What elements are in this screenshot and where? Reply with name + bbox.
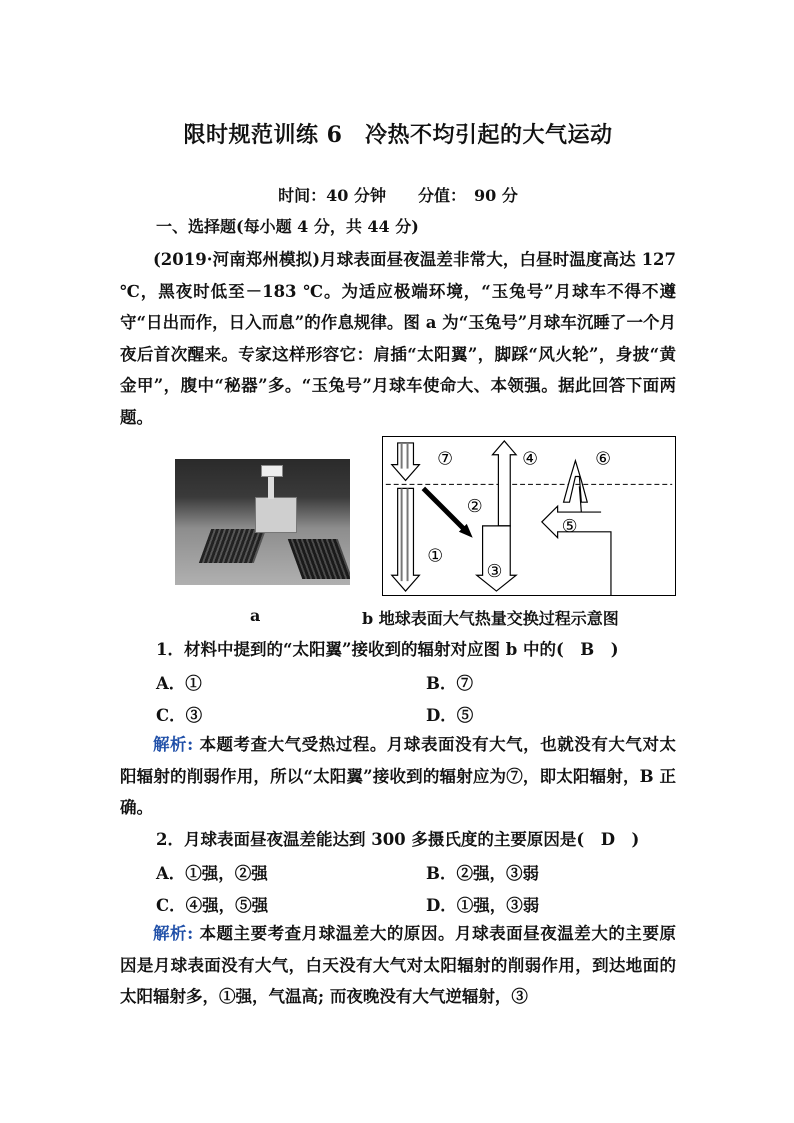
label-7: ⑦ xyxy=(437,449,454,470)
intro-source: (2019·河南郑州模拟) xyxy=(153,250,321,269)
q2-stem: 2．月球表面昼夜温差能达到 300 多摄氏度的主要原因是( D ) xyxy=(156,830,640,849)
exam-meta: 时间：40 分钟 分值： 90 分 xyxy=(278,186,518,205)
q2-option-c: C．④强，⑤强 xyxy=(156,896,269,915)
q1-option-c: C．③ xyxy=(156,706,203,725)
q1-analysis-label: 解析: xyxy=(153,735,194,754)
section-heading: 一、选择题(每小题 4 分，共 44 分) xyxy=(156,217,419,236)
caption-b: b 地球表面大气热量交换过程示意图 xyxy=(362,609,619,628)
q1-option-b: B．⑦ xyxy=(426,674,473,693)
label-6: ⑥ xyxy=(595,449,612,470)
q1-option-a: A．① xyxy=(156,674,202,693)
intro-text: 月球表面昼夜温差非常大，白昼时温度高达 127 ℃，黑夜时低至－183 ℃。为适应极端环境，“玉兔号”月球车不得不遵守“日出而作，日入而息”的作息规律。图 a 为“玉兔号”月球车沉睡了一个月夜后首次醒来。专家这样形容它：肩插“太阳翼”，脚踩“风火轮”，身披“黄金甲”，腹中“秘器”多。“玉兔号”月球车使命大、本领强。据此回答下面两题。 xyxy=(120,250,677,427)
q1-stem: 1．材料中提到的“太阳翼”接收到的辐射对应图 b 中的( B ) xyxy=(156,640,619,659)
q2-option-d: D．①强，③弱 xyxy=(426,896,540,915)
label-3: ③ xyxy=(486,562,503,583)
q2-option-b: B．②强，③弱 xyxy=(426,864,539,883)
label-1: ① xyxy=(427,546,444,567)
q2-analysis-text: 本题主要考查月球温差大的原因。月球表面昼夜温差大的主要原因是月球表面没有大气，白天没有大气对太阳辐射的削弱作用，到达地面的太阳辐射多，①强，气温高; 而夜晚没有大气逆辐射，③ xyxy=(120,924,676,1006)
q1-analysis xyxy=(120,729,676,824)
intro-paragraph xyxy=(120,244,676,433)
q2-option-a: A．①强，②强 xyxy=(156,864,268,883)
lunar-rover-photo xyxy=(175,459,350,585)
q1-analysis-text: 本题考查大气受热过程。月球表面没有大气，也就没有大气对太阳辐射的削弱作用，所以“太阳翼”接收到的辐射应为⑦，即太阳辐射，B 正确。 xyxy=(120,735,676,817)
figure xyxy=(120,436,676,636)
page-title: 限时规范训练 6 冷热不均引起的大气运动 xyxy=(183,122,613,148)
q2-analysis-label: 解析: xyxy=(153,924,194,943)
label-2: ② xyxy=(466,497,483,518)
caption-a: a xyxy=(250,606,261,625)
q2-analysis xyxy=(120,918,676,1013)
label-5: ⑤ xyxy=(561,516,578,537)
heat-exchange-diagram xyxy=(382,436,676,596)
q1-option-d: D．⑤ xyxy=(426,706,474,725)
label-4: ④ xyxy=(522,449,539,470)
